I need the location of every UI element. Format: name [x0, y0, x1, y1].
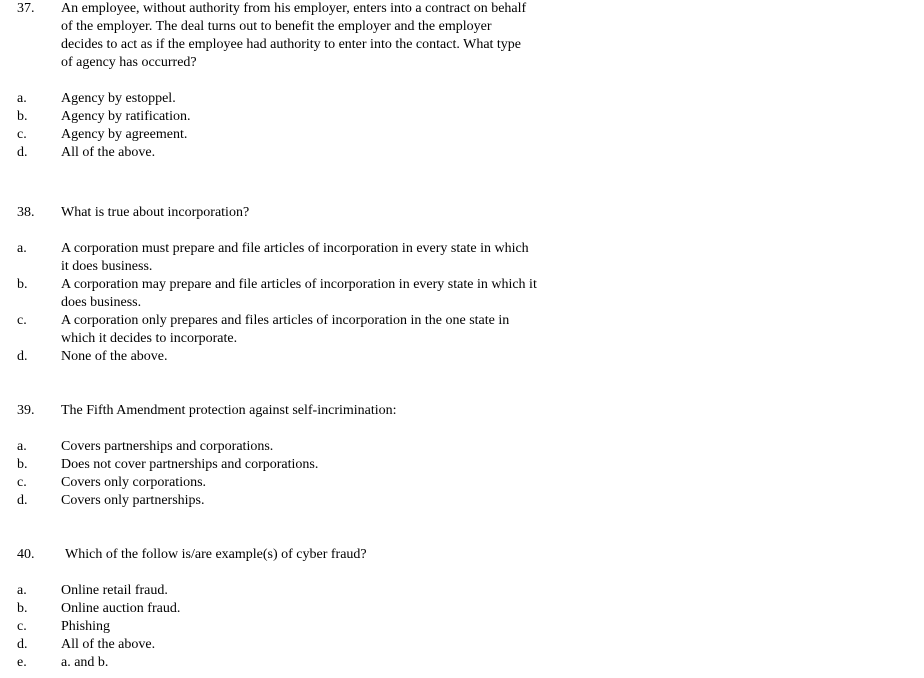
option-letter: d.	[17, 349, 28, 364]
option-text: a. and b.	[61, 655, 109, 670]
option-letter: b.	[17, 109, 28, 124]
option-letter: d.	[17, 637, 28, 652]
answer-option	[0, 582, 924, 600]
option-text: Agency by estoppel.	[61, 91, 176, 106]
question-stem-line: of the employer. The deal turns out to benefit the employer and the employer	[61, 19, 492, 34]
question-stem-line: of agency has occurred?	[61, 55, 197, 70]
option-letter: c.	[17, 313, 27, 328]
option-text: does business.	[61, 295, 142, 310]
option-text: Agency by ratification.	[61, 109, 191, 124]
question-stem-line: decides to act as if the employee had authority to enter into the contact. What type	[61, 37, 522, 52]
question-stem-line: The Fifth Amendment protection against self-incrimination:	[61, 403, 397, 418]
option-letter: d.	[17, 145, 28, 160]
option-text: Covers only partnerships.	[61, 493, 205, 508]
question-stem-line: An employee, without authority from his employer, enters into a contract on behalf	[61, 1, 527, 16]
option-text: Agency by agreement.	[61, 127, 188, 142]
option-letter: a.	[17, 241, 27, 256]
option-text: it does business.	[61, 259, 153, 274]
answer-option	[0, 636, 924, 654]
answer-option	[0, 456, 924, 474]
option-text: All of the above.	[61, 637, 156, 652]
question-number: 39.	[17, 403, 35, 418]
option-text: Phishing	[61, 619, 111, 634]
option-letter: c.	[17, 127, 27, 142]
option-text: A corporation only prepares and files articles of incorporation in the one state in	[61, 313, 510, 328]
answer-option	[0, 90, 924, 108]
question-number: 38.	[17, 205, 35, 220]
option-letter: b.	[17, 277, 28, 292]
option-text: Online auction fraud.	[61, 601, 181, 616]
question-number: 37.	[17, 1, 35, 16]
answer-option	[0, 438, 924, 456]
option-letter: b.	[17, 601, 28, 616]
answer-option	[0, 600, 924, 618]
answer-option	[0, 108, 924, 126]
answer-option	[0, 276, 924, 294]
option-text: which it decides to incorporate.	[61, 331, 238, 346]
question-stem-line: Which of the follow is/are example(s) of cyber fraud?	[65, 547, 367, 562]
option-text: None of the above.	[61, 349, 168, 364]
answer-option	[0, 144, 924, 162]
question-number: 40.	[17, 547, 35, 562]
option-text: Covers only corporations.	[61, 475, 207, 490]
answer-option	[0, 492, 924, 510]
answer-option	[0, 126, 924, 144]
option-letter: a.	[17, 91, 27, 106]
question-stem-line: What is true about incorporation?	[61, 205, 250, 220]
option-text: A corporation may prepare and file articles of incorporation in every state in which it	[61, 277, 537, 292]
option-letter: a.	[17, 439, 27, 454]
option-text: Does not cover partnerships and corporations.	[61, 457, 319, 472]
option-letter: b.	[17, 457, 28, 472]
answer-option	[0, 654, 924, 672]
option-letter: e.	[17, 655, 27, 670]
answer-option	[0, 618, 924, 636]
option-letter: a.	[17, 583, 27, 598]
option-text: All of the above.	[61, 145, 156, 160]
answer-option	[0, 348, 924, 366]
option-text: Covers partnerships and corporations.	[61, 439, 274, 454]
answer-option	[0, 240, 924, 258]
answer-option	[0, 312, 924, 330]
option-text: Online retail fraud.	[61, 583, 168, 598]
answer-option	[0, 474, 924, 492]
option-letter: d.	[17, 493, 28, 508]
option-letter: c.	[17, 619, 27, 634]
option-letter: c.	[17, 475, 27, 490]
option-text: A corporation must prepare and file articles of incorporation in every state in which	[61, 241, 529, 256]
